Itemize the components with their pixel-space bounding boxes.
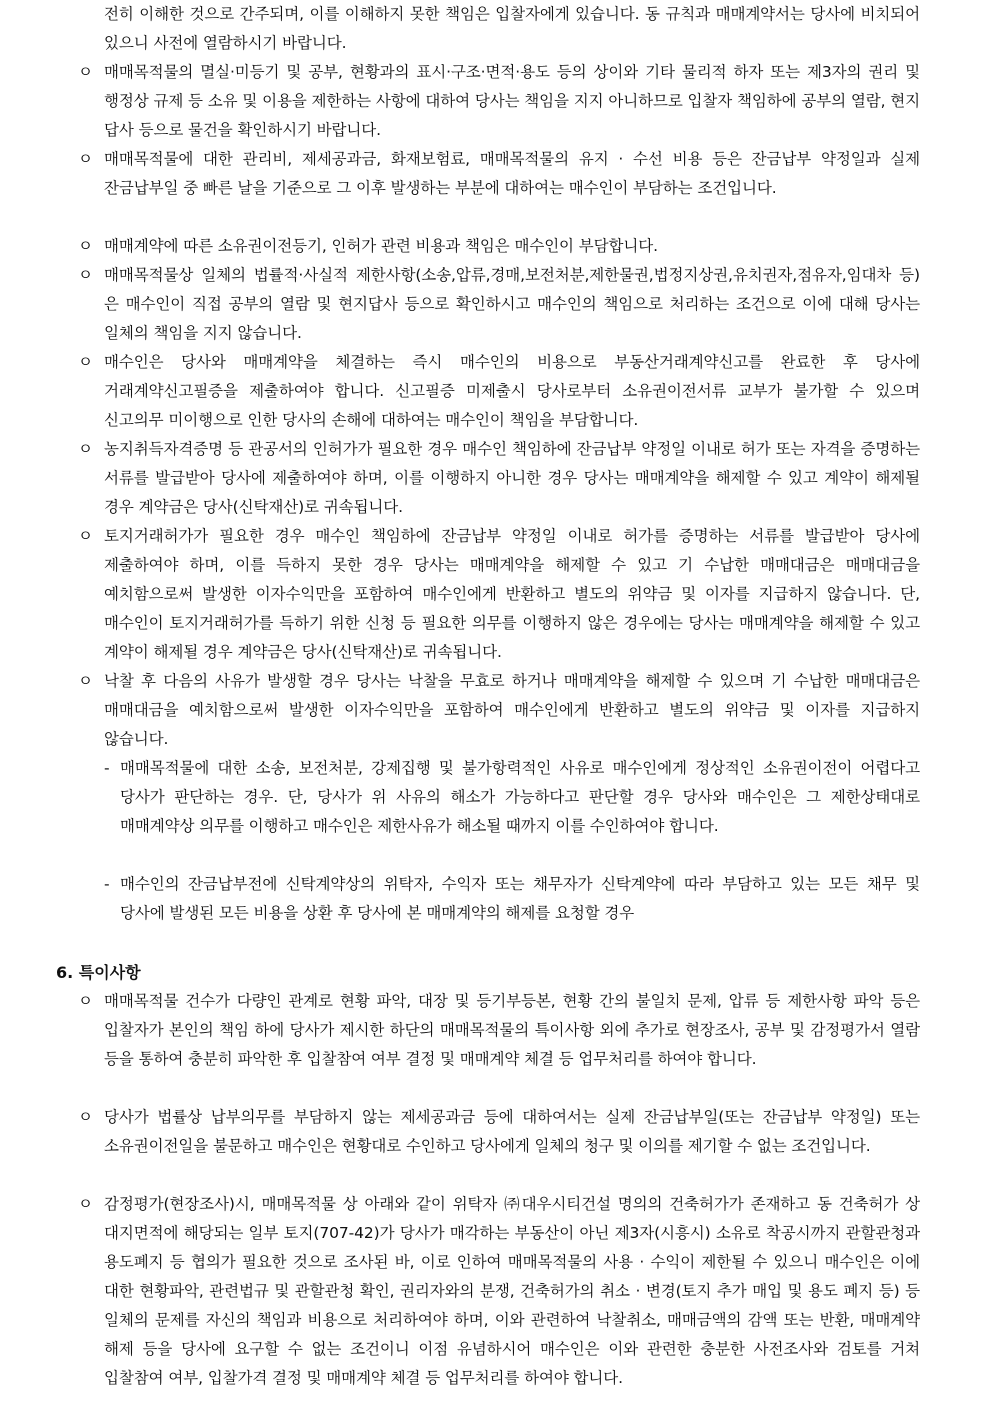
bullet-icon: ㅇ bbox=[78, 527, 93, 545]
list-item bbox=[78, 1190, 920, 1393]
continuation-paragraph bbox=[78, 0, 920, 58]
paragraph-text: 전히 이해한 것으로 간주되며, 이를 이해하지 못한 책임은 입찰자에게 있습니다. 동 규칙과 매매계약서는 당사에 비치되어 있으니 사전에 열람하시기 바랍니다. bbox=[104, 5, 920, 52]
bullet-icon: ㅇ bbox=[78, 237, 93, 255]
list-item-text: 매매목적물상 일체의 법률적·사실적 제한사항(소송,압류,경매,보전처분,제한물권,법정지상권,유치권자,점유자,임대차 등)은 매수인이 직접 공부의 열람 및 현지답사 등으로 확인하시고 매수인의 책임으로 처리하는 조건으로 이에 대해 당사는 일체의 책임을 지지 않습니다. bbox=[104, 266, 920, 342]
bullet-icon: ㅇ bbox=[78, 63, 93, 81]
list-item bbox=[78, 348, 920, 435]
list-item-text: 당사가 법률상 납부의무를 부담하지 않는 제세공과금 등에 대하여서는 실제 잔금납부일(또는 잔금납부 약정일) 또는 소유권이전일을 불문하고 매수인은 현황대로 수인하고 당사에게 일체의 청구 및 이의를 제기할 수 없는 조건입니다. bbox=[104, 1108, 920, 1155]
bullet-icon: ㅇ bbox=[78, 1195, 93, 1213]
list-item-text: 매매목적물의 멸실·미등기 및 공부, 현황과의 표시·구조·면적·용도 등의 상이와 기타 물리적 하자 또는 제3자의 권리 및 행정상 규제 등 소유 및 이용을 제한하는 사항에 대하여 당사는 책임을 지지 아니하므로 입찰자 책임하에 공부의 열람, 현지 답사 등으로 물건을 확인하시기 바랍니다. bbox=[104, 63, 920, 139]
list-item-text: 매매목적물에 대한 관리비, 제세공과금, 화재보험료, 매매목적물의 유지 · 수선 비용 등은 잔금납부 약정일과 실제 잔금납부일 중 빠른 날을 기준으로 그 이후 발생하는 부분에 대하여는 매수인이 부담하는 조건입니다. bbox=[104, 150, 920, 197]
bullet-icon: ㅇ bbox=[78, 672, 93, 690]
list-item bbox=[78, 987, 920, 1074]
dash-icon: - bbox=[104, 875, 110, 893]
bullet-icon: ㅇ bbox=[78, 1108, 93, 1126]
bullet-icon: ㅇ bbox=[78, 353, 93, 371]
list-item-text: 매매계약에 따른 소유권이전등기, 인허가 관련 비용과 책임은 매수인이 부담합니다. bbox=[104, 237, 658, 255]
bullet-icon: ㅇ bbox=[78, 992, 93, 1010]
bullet-icon: ㅇ bbox=[78, 150, 93, 168]
list-item-text: 매수인은 당사와 매매계약을 체결하는 즉시 매수인의 비용으로 부동산거래계약신고를 완료한 후 당사에 거래계약신고필증을 제출하여야 합니다. 신고필증 미제출시 당사로부터 소유권이전서류 교부가 불가할 수 있으며 신고의무 미이행으로 인한 당사의 손해에 대하여는 매수인이 책임을 부담합니다. bbox=[104, 353, 920, 429]
list-item bbox=[78, 232, 920, 261]
list-item bbox=[78, 261, 920, 348]
bullet-icon: ㅇ bbox=[78, 440, 93, 458]
section-heading: 6. 특이사항 bbox=[56, 963, 141, 982]
dash-icon: - bbox=[104, 759, 110, 777]
bullet-icon: ㅇ bbox=[78, 266, 93, 284]
list-item bbox=[78, 522, 920, 667]
sub-list-item-text: 매수인의 잔금납부전에 신탁계약상의 위탁자, 수익자 또는 채무자가 신탁계약에 따라 부담하고 있는 모든 채무 및 당사에 발생된 모든 비용을 상환 후 당사에 본 매매계약의 해제를 요청할 경우 bbox=[120, 875, 920, 922]
list-item bbox=[78, 435, 920, 522]
list-item-text: 매매목적물 건수가 다량인 관계로 현황 파악, 대장 및 등기부등본, 현황 간의 불일치 문제, 압류 등 제한사항 파악 등은 입찰자가 본인의 책임 하에 당사가 제시한 하단의 매매목적물의 특이사항 외에 추가로 현장조사, 공부 및 감정평가서 열람 등을 통하여 충분히 파악한 후 입찰참여 여부 결정 및 매매계약 체결 등 업무처리를 하여야 합니다. bbox=[104, 992, 920, 1068]
sub-list-item bbox=[104, 754, 920, 841]
list-item-text: 토지거래허가가 필요한 경우 매수인 책임하에 잔금납부 약정일 이내로 허가를 증명하는 서류를 발급받아 당사에 제출하여야 하며, 이를 득하지 못한 경우 당사는 매매계약을 해제할 수 있고 기 수납한 매매대금은 매매대금을 예치함으로써 발생한 이자수익만을 포함하여 매수인에게 반환하고 별도의 위약금 및 이자를 지급하지 않습니다. 단, 매수인이 토지거래허가를 득하기 위한 신청 등 필요한 의무를 이행하지 않은 경우에는 당사는 매매계약을 해제할 수 있고 계약이 해제될 경우 계약금은 당사(신탁재산)로 귀속됩니다. bbox=[104, 527, 920, 661]
list-item bbox=[78, 145, 920, 203]
list-item-text: 낙찰 후 다음의 사유가 발생할 경우 당사는 낙찰을 무효로 하거나 매매계약을 해제할 수 있으며 기 수납한 매매대금은 매매대금을 예치함으로써 발생한 이자수익만을 포함하여 매수인에게 반환하고 별도의 위약금 및 이자를 지급하지 않습니다. bbox=[104, 672, 920, 748]
list-item bbox=[78, 1103, 920, 1161]
list-item-text: 감정평가(현장조사)시, 매매목적물 상 아래와 같이 위탁자 ㈜대우시티건설 명의의 건축허가가 존재하고 동 건축허가 상 대지면적에 해당되는 일부 토지(707-42)가 당사가 매각하는 부동산이 아닌 제3자(시흥시) 소유로 착공시까지 관할관청과 용도폐지 등 협의가 필요한 것으로 조사된 바, 이로 인하여 매매목적물의 사용 · 수익이 제한될 수 있으니 매수인은 이에 대한 현황파악, 관련법규 및 관할관청 확인, 권리자와의 분쟁, 건축허가의 취소 · 변경(토지 추가 매입 및 용도 폐지 등) 등 일체의 문제를 자신의 책임과 비용으로 처리하여야 하며, 이와 관련하여 낙찰취소, 매매금액의 감액 또는 반환, 매매계약 해제 등을 당사에 요구할 수 없는 조건이니 이점 유념하시어 매수인은 이와 관련한 충분한 사전조사와 검토를 거쳐 입찰참여 여부, 입찰가격 결정 및 매매계약 체결 등 업무처리를 하여야 합니다. bbox=[104, 1195, 920, 1387]
list-item bbox=[78, 667, 920, 754]
sub-list-item-text: 매매목적물에 대한 소송, 보전처분, 강제집행 및 불가항력적인 사유로 매수인에게 정상적인 소유권이전이 어렵다고 당사가 판단하는 경우. 단, 당사가 위 사유의 해소가 가능하다고 판단할 경우 당사와 매수인은 그 제한상태대로 매매계약상 의무를 이행하고 매수인은 제한사유가 해소될 때까지 이를 수인하여야 합니다. bbox=[120, 759, 920, 835]
list-item bbox=[78, 58, 920, 145]
list-item-text: 농지취득자격증명 등 관공서의 인허가가 필요한 경우 매수인 책임하에 잔금납부 약정일 이내로 허가 또는 자격을 증명하는 서류를 발급받아 당사에 제출하여야 하며, 이를 이행하지 아니한 경우 당사는 매매계약을 해제할 수 있고 계약이 해제될 경우 계약금은 당사(신탁재산)로 귀속됩니다. bbox=[104, 440, 920, 516]
sub-list-item bbox=[104, 870, 920, 928]
